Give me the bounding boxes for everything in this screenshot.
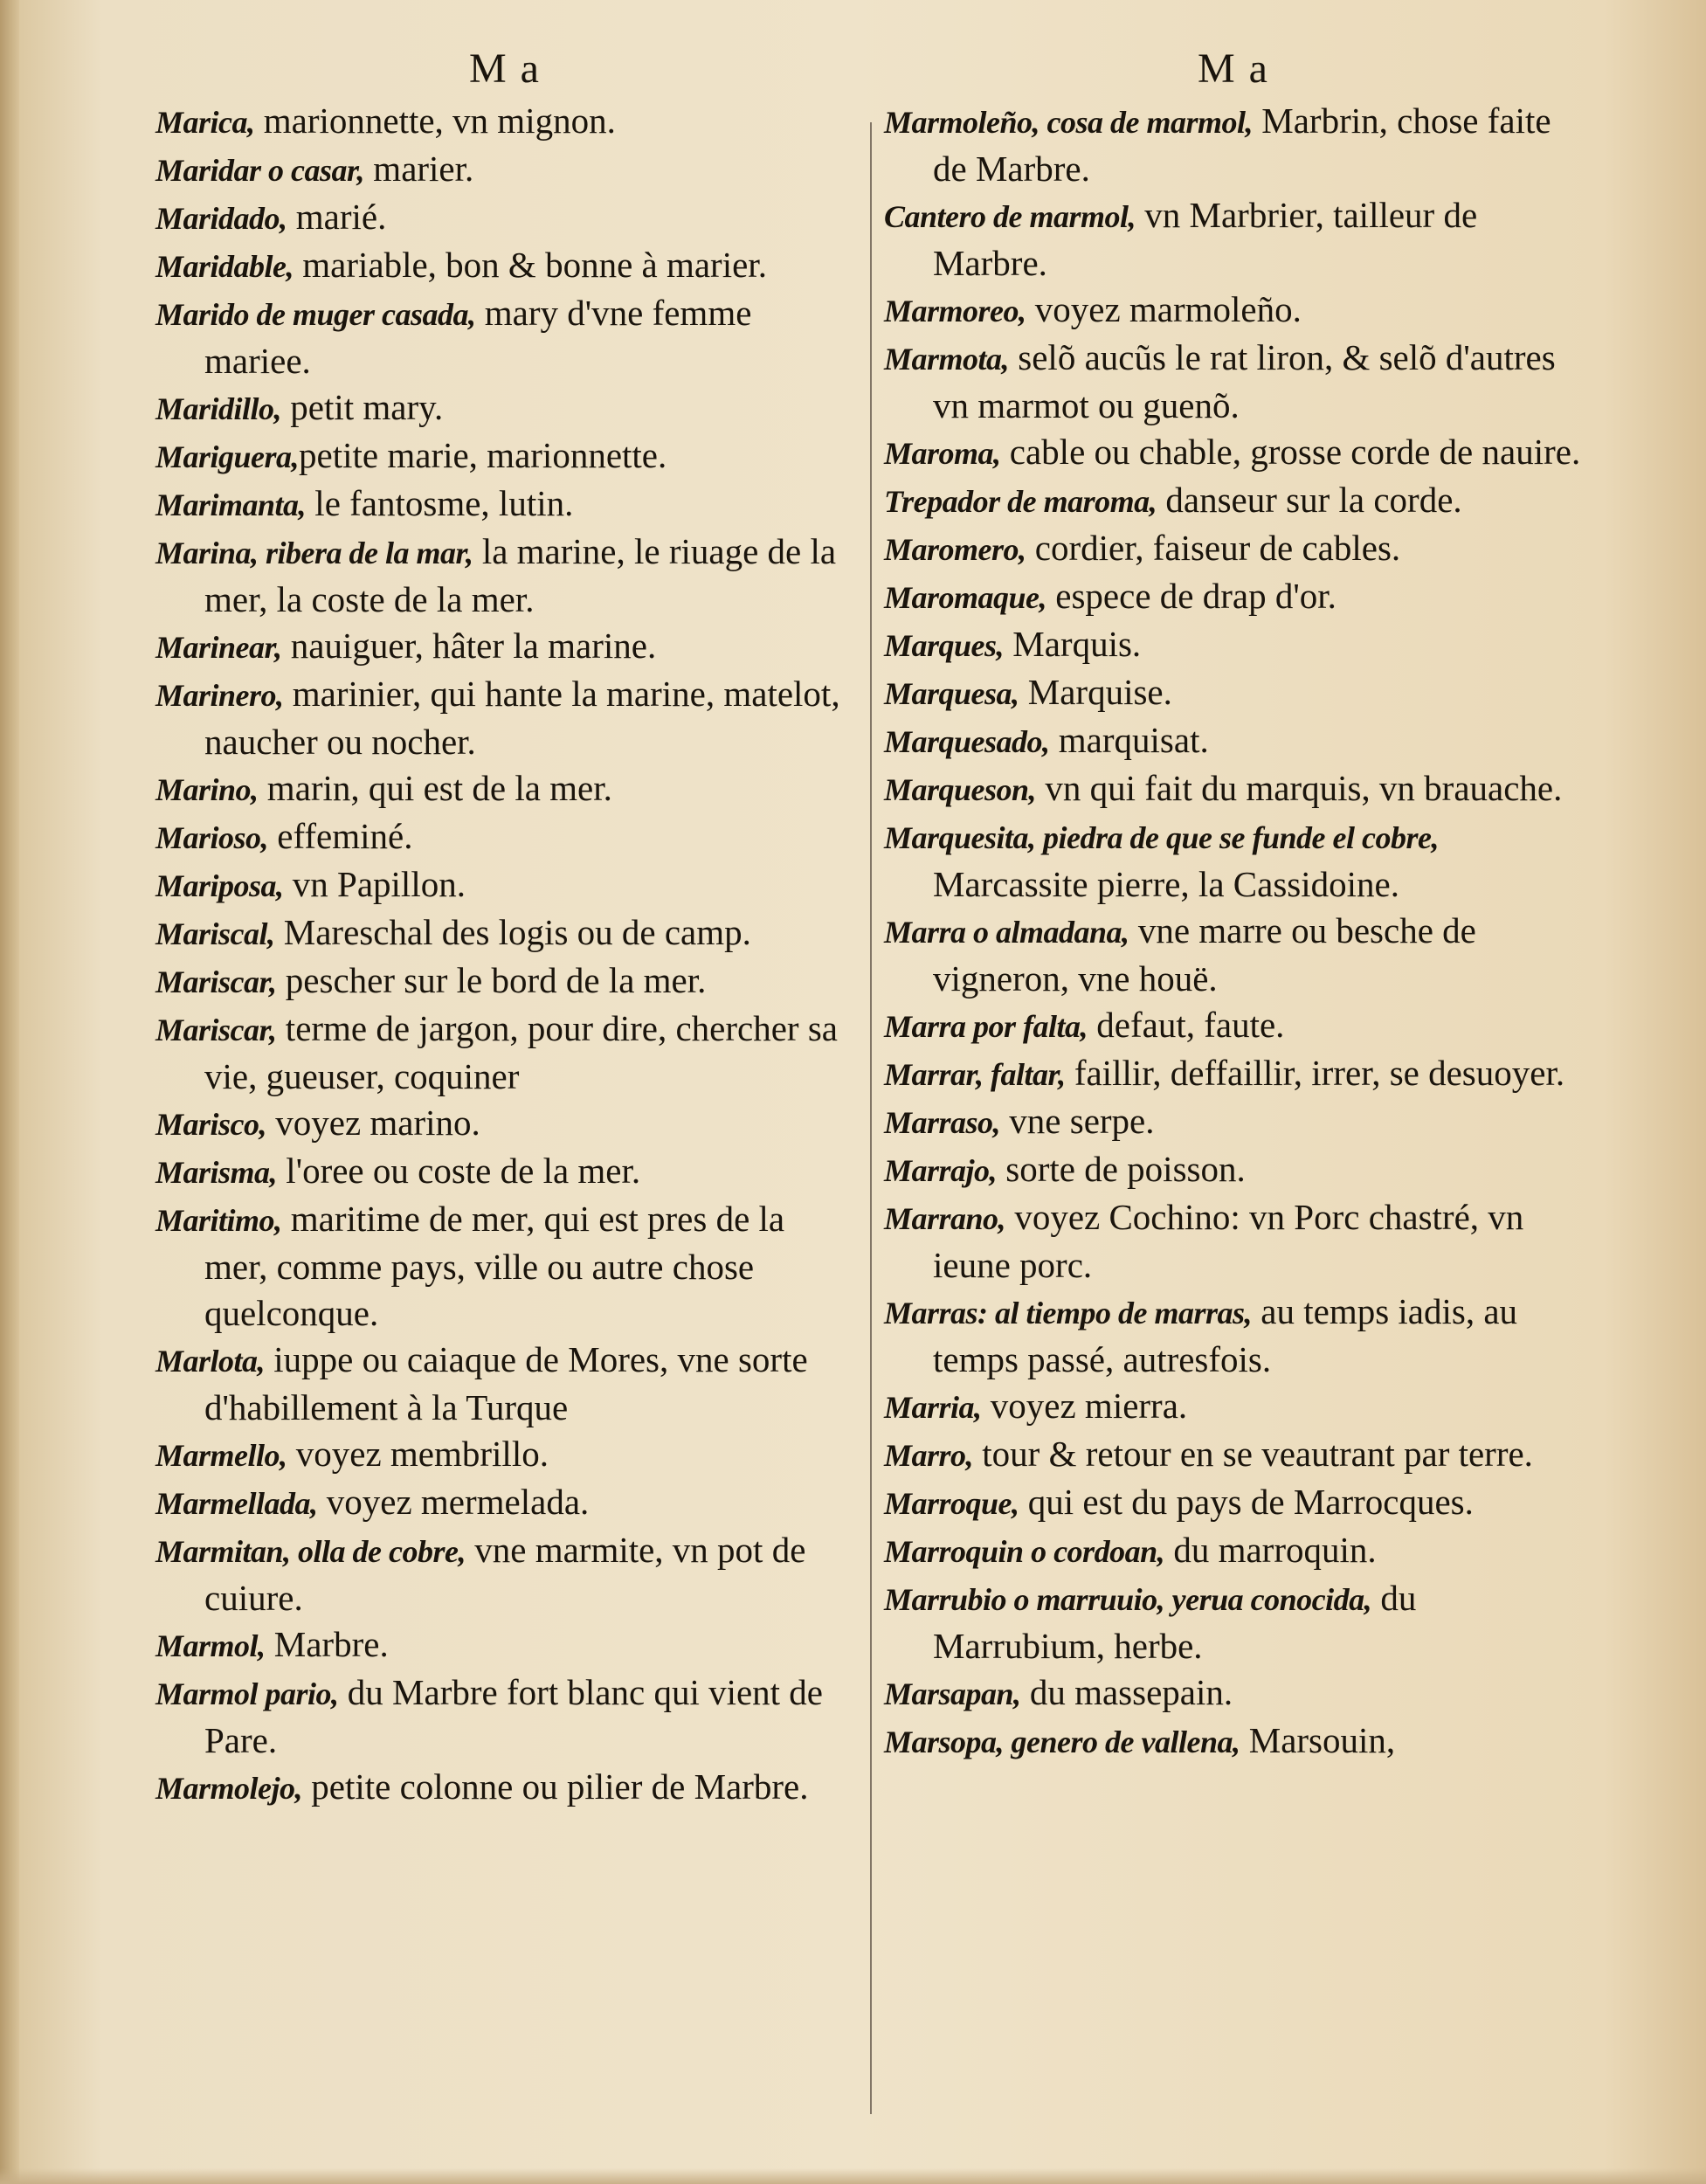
running-header-left: M a bbox=[469, 45, 541, 92]
definition: marin, qui est de la mer. bbox=[258, 768, 612, 808]
headword: Marra o almadana, bbox=[884, 915, 1129, 950]
dictionary-entry bbox=[155, 384, 854, 432]
dictionary-entry bbox=[884, 908, 1583, 1002]
definition: Marsouin, bbox=[1240, 1720, 1396, 1760]
definition: Mareschal des logis ou de camp. bbox=[274, 912, 751, 952]
headword: Marrubio o marruuio, yerua conocida, bbox=[884, 1582, 1372, 1617]
definition: cable ou chable, grosse corde de nauire. bbox=[1000, 432, 1581, 472]
definition: Marquise. bbox=[1019, 672, 1172, 712]
definition: maritime de mer, qui est pres de la mer, comme pays, ville ou autre chose quelconque. bbox=[204, 1199, 785, 1333]
definition: cordier, faiseur de cables. bbox=[1026, 528, 1401, 568]
dictionary-entry bbox=[155, 861, 854, 909]
dictionary-entry bbox=[884, 1289, 1583, 1383]
definition: iuppe ou caiaque de Mores, vne sorte d'habillement à la Turque bbox=[204, 1339, 808, 1427]
definition: terme de jargon, pour dire, chercher sa vie, gueuser, coquiner bbox=[204, 1008, 838, 1096]
dictionary-entry bbox=[884, 98, 1583, 192]
headword: Maridillo, bbox=[155, 391, 282, 426]
headword: Marquesita, piedra de que se funde el cobre, bbox=[884, 820, 1439, 855]
dictionary-entry bbox=[884, 1717, 1583, 1766]
right-entries bbox=[884, 98, 1583, 1766]
headword: Marquesa, bbox=[884, 676, 1019, 711]
definition: effeminé. bbox=[268, 816, 413, 856]
headword: Marinear, bbox=[155, 630, 282, 665]
dictionary-entry bbox=[155, 671, 854, 765]
definition: faillir, deffaillir, irrer, se desuoyer. bbox=[1065, 1053, 1565, 1093]
dictionary-entry bbox=[155, 1148, 854, 1196]
dictionary-entry bbox=[155, 146, 854, 194]
definition: petite colonne ou pilier de Marbre. bbox=[302, 1766, 809, 1807]
dictionary-entry bbox=[155, 1006, 854, 1100]
headword: Marrajo, bbox=[884, 1153, 998, 1188]
dictionary-entry bbox=[155, 432, 854, 480]
headword: Marmoleño, cosa de marmol, bbox=[884, 105, 1254, 140]
definition: voyez marmoleño. bbox=[1026, 289, 1302, 329]
dictionary-entry bbox=[155, 480, 854, 529]
headword: Marmoreo, bbox=[884, 294, 1026, 328]
dictionary-entry bbox=[155, 1431, 854, 1479]
headword: Mariscar, bbox=[155, 1013, 277, 1047]
definition: espece de drap d'or. bbox=[1046, 576, 1336, 616]
headword: Marmellada, bbox=[155, 1486, 318, 1521]
dictionary-entry bbox=[884, 1669, 1583, 1717]
headword: Mariposa, bbox=[155, 868, 284, 903]
dictionary-entry bbox=[155, 1621, 854, 1669]
dictionary-entry bbox=[884, 429, 1583, 477]
definition: voyez Cochino: vn Porc chastré, vn ieune porc. bbox=[933, 1197, 1524, 1285]
definition: danseur sur la corde. bbox=[1157, 480, 1462, 520]
headword: Marlota, bbox=[155, 1344, 266, 1379]
headword: Mariscar, bbox=[155, 964, 277, 999]
definition: voyez mermelada. bbox=[317, 1482, 590, 1522]
dictionary-entry bbox=[884, 765, 1583, 813]
headword: Marmello, bbox=[155, 1438, 287, 1473]
dictionary-entry bbox=[155, 909, 854, 957]
left-entries bbox=[155, 98, 854, 1812]
dictionary-entry bbox=[155, 290, 854, 384]
headword: Marimanta, bbox=[155, 487, 307, 522]
definition: vne marre ou besche de vigneron, vne houë. bbox=[933, 910, 1476, 999]
definition: Marquis. bbox=[1004, 624, 1142, 664]
dictionary-entry bbox=[155, 1527, 854, 1621]
headword: Marra por falta, bbox=[884, 1009, 1088, 1044]
definition: voyez mierra. bbox=[981, 1386, 1188, 1426]
headword: Marria, bbox=[884, 1390, 982, 1425]
definition: du Marbre fort blanc qui vient de Pare. bbox=[204, 1672, 824, 1760]
dictionary-entry bbox=[884, 1383, 1583, 1431]
definition: nauiguer, hâter la marine. bbox=[281, 625, 657, 666]
headword: Maridar o casar, bbox=[155, 153, 365, 188]
headword: Marina, ribera de la mar, bbox=[155, 536, 473, 570]
page-gutter-shadow bbox=[0, 0, 19, 2184]
definition: la marine, le riuage de la mer, la coste de la mer. bbox=[204, 531, 837, 619]
dictionary-entry bbox=[155, 529, 854, 623]
definition: vn qui fait du marquis, vn brauache. bbox=[1036, 768, 1563, 808]
headword: Marmota, bbox=[884, 342, 1010, 377]
headword: Marquesado, bbox=[884, 724, 1050, 759]
headword: Marroque, bbox=[884, 1486, 1019, 1521]
headword: Maritimo, bbox=[155, 1203, 282, 1238]
right-column bbox=[884, 44, 1583, 1766]
headword: Marisco, bbox=[155, 1107, 267, 1142]
definition: vne marmite, vn pot de cuiure. bbox=[204, 1530, 806, 1618]
headword: Marinero, bbox=[155, 678, 284, 713]
running-header-right: M a bbox=[1198, 45, 1269, 92]
headword: Marino, bbox=[155, 772, 259, 807]
headword: Maroma, bbox=[884, 436, 1001, 471]
headword: Marroquin o cordoan, bbox=[884, 1534, 1165, 1569]
definition: marinier, qui hante la marine, matelot, naucher ou nocher. bbox=[204, 674, 840, 762]
dictionary-entry bbox=[884, 813, 1583, 908]
definition: marier. bbox=[364, 149, 474, 189]
headword: Maromero, bbox=[884, 532, 1026, 567]
definition: marionnette, vn mignon. bbox=[254, 100, 616, 141]
headword: Marisma, bbox=[155, 1155, 278, 1190]
dictionary-entry bbox=[155, 1196, 854, 1337]
definition: defaut, faute. bbox=[1088, 1005, 1285, 1045]
definition: du Marrubium, herbe. bbox=[933, 1578, 1417, 1666]
dictionary-entry bbox=[884, 335, 1583, 429]
dictionary-entry bbox=[155, 765, 854, 813]
dictionary-entry bbox=[884, 1431, 1583, 1479]
dictionary-entry bbox=[155, 1479, 854, 1527]
headword: Marsapan, bbox=[884, 1676, 1021, 1711]
headword: Marqueson, bbox=[884, 772, 1037, 807]
definition: pescher sur le bord de la mer. bbox=[276, 960, 707, 1000]
headword: Cantero de marmol, bbox=[884, 199, 1136, 234]
headword: Marmol, bbox=[155, 1628, 266, 1663]
headword: Mariscal, bbox=[155, 916, 275, 951]
dictionary-entry bbox=[884, 525, 1583, 573]
dictionary-entry bbox=[155, 98, 854, 146]
dictionary-entry bbox=[155, 242, 854, 290]
dictionary-entry bbox=[884, 1002, 1583, 1050]
headword: Mariguera, bbox=[155, 439, 300, 474]
definition: vn Marbrier, tailleur de Marbre. bbox=[933, 195, 1478, 283]
definition: marié. bbox=[287, 197, 387, 237]
dictionary-entry bbox=[884, 1050, 1583, 1098]
dictionary-entry bbox=[155, 1764, 854, 1812]
definition: vn Papillon. bbox=[283, 864, 466, 904]
headword: Marmolejo, bbox=[155, 1771, 303, 1806]
dictionary-entry bbox=[155, 1337, 854, 1431]
headword: Marraso, bbox=[884, 1105, 1001, 1140]
dictionary-entry bbox=[155, 194, 854, 242]
definition: voyez marino. bbox=[266, 1102, 480, 1143]
dictionary-entry bbox=[884, 1098, 1583, 1146]
dictionary-entry bbox=[884, 669, 1583, 717]
dictionary-entry bbox=[155, 957, 854, 1006]
definition: du marroquin. bbox=[1164, 1530, 1377, 1570]
definition: voyez membrillo. bbox=[287, 1434, 549, 1474]
dictionary-entry bbox=[884, 1146, 1583, 1194]
definition: petite marie, marionnette. bbox=[299, 435, 667, 475]
page-bottom-edge bbox=[0, 2168, 1706, 2184]
definition: du massepain. bbox=[1020, 1672, 1233, 1712]
definition: Marbre. bbox=[265, 1624, 389, 1664]
dictionary-entry bbox=[884, 287, 1583, 335]
definition: l'oree ou coste de la mer. bbox=[277, 1151, 641, 1191]
dictionary-entry bbox=[884, 477, 1583, 525]
definition: mariable, bon & bonne à marier. bbox=[294, 245, 767, 285]
definition: marquisat. bbox=[1049, 720, 1209, 760]
definition: petit mary. bbox=[281, 387, 444, 427]
dictionary-entry bbox=[884, 573, 1583, 621]
dictionary-entry bbox=[884, 621, 1583, 669]
headword: Maridado, bbox=[155, 201, 287, 236]
headword: Marrano, bbox=[884, 1201, 1006, 1236]
headword: Marica, bbox=[155, 105, 255, 140]
definition: Marcassite pierre, la Cassidoine. bbox=[933, 864, 1399, 904]
dictionary-entry bbox=[155, 1669, 854, 1764]
headword: Maridable, bbox=[155, 249, 294, 284]
dictionary-entry bbox=[884, 717, 1583, 765]
headword: Marsopa, genero de vallena, bbox=[884, 1724, 1240, 1759]
dictionary-entry bbox=[155, 1100, 854, 1148]
dictionary-entry bbox=[155, 813, 854, 861]
left-column bbox=[155, 44, 854, 1812]
dictionary-entry bbox=[884, 1575, 1583, 1669]
definition: au temps iadis, au temps passé, autresfois. bbox=[933, 1291, 1518, 1379]
definition: sorte de poisson. bbox=[997, 1149, 1246, 1189]
definition: Marbrin, chose faite de Marbre. bbox=[933, 100, 1551, 189]
headword: Marido de muger casada, bbox=[155, 297, 476, 332]
headword: Trepador de maroma, bbox=[884, 484, 1157, 519]
definition: vne serpe. bbox=[1000, 1101, 1155, 1141]
definition: selõ aucũs le rat liron, & selõ d'autres vn marmot ou guenõ. bbox=[933, 337, 1556, 425]
headword: Marmitan, olla de cobre, bbox=[155, 1534, 466, 1569]
headword: Maromaque, bbox=[884, 580, 1047, 615]
dictionary-entry bbox=[884, 1527, 1583, 1575]
definition: mary d'vne femme mariee. bbox=[204, 293, 752, 381]
dictionary-entry bbox=[884, 192, 1583, 287]
column-rule bbox=[870, 122, 872, 2114]
dictionary-entry bbox=[155, 623, 854, 671]
headword: Marro, bbox=[884, 1438, 974, 1473]
headword: Marques, bbox=[884, 628, 1005, 663]
definition: qui est du pays de Marrocques. bbox=[1019, 1482, 1474, 1522]
headword: Marioso, bbox=[155, 820, 269, 855]
dictionary-entry bbox=[884, 1194, 1583, 1289]
headword: Marmol pario, bbox=[155, 1676, 339, 1711]
headword: Marrar, faltar, bbox=[884, 1057, 1066, 1092]
headword: Marras: al tiempo de marras, bbox=[884, 1296, 1253, 1330]
dictionary-entry bbox=[884, 1479, 1583, 1527]
definition: le fantosme, lutin. bbox=[306, 483, 574, 523]
definition: tour & retour en se veautrant par terre. bbox=[973, 1434, 1533, 1474]
